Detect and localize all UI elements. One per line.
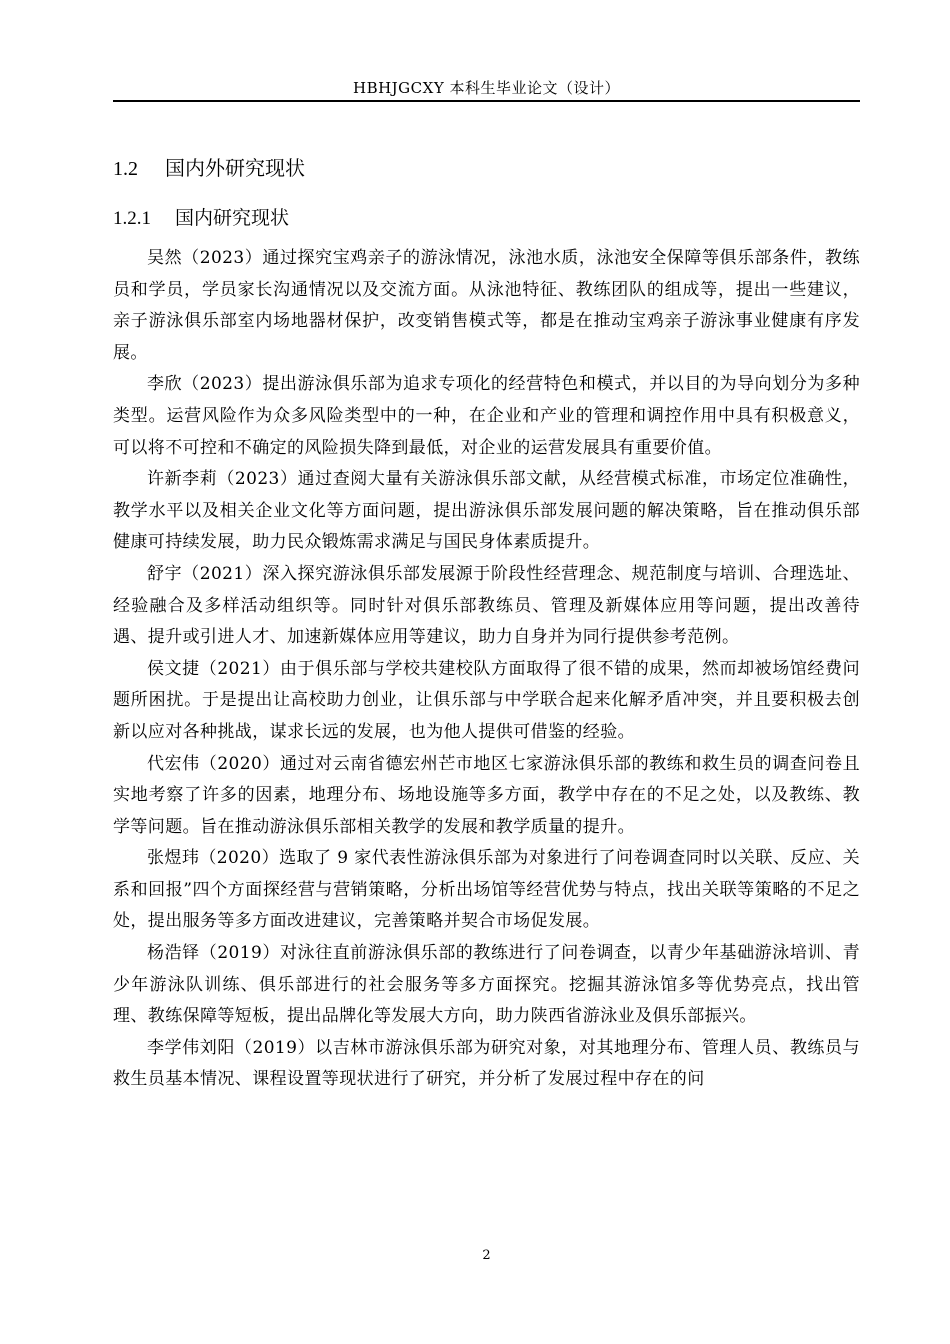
page-number: 2 (482, 1248, 491, 1263)
paragraph: 杨浩铎（2019）对泳往直前游泳俱乐部的教练进行了问卷调查，以青少年基础游泳培训、青少年游泳队训练、俱乐部进行的社会服务等多方面探究。挖掘其游泳馆多等优势亮点，找出管理、教练保障等短板，提出品牌化等发展大方向，助力陕西省游泳业及俱乐部振兴。 (113, 943, 860, 1027)
paragraph: 张煜玮（2020）选取了 9 家代表性游泳俱乐部为对象进行了问卷调查同时以关联、反应、关系和回报”四个方面探经营与营销策略，分析出场馆等经营优势与特点，找出关联等策略的不足之处，提出服务等多方面改进建议，完善策略并契合市场促发展。 (113, 848, 860, 932)
paragraph: 吴然（2023）通过探究宝鸡亲子的游泳情况，泳池水质，泳池安全保障等俱乐部条件，教练员和学员，学员家长沟通情况以及交流方面。从泳池特征、教练团队的组成等，提出一些建议，亲子游泳俱乐部室内场地器材保护，改变销售模式等，都是在推动宝鸡亲子游泳事业健康有序发展。 (113, 248, 860, 363)
subsection-heading (113, 206, 289, 231)
subsection-number: 1.2.1 (113, 208, 151, 229)
paragraph: 许新李莉（2023）通过查阅大量有关游泳俱乐部文献，从经营模式标准，市场定位准确性，教学水平以及相关企业文化等方面问题，提出游泳俱乐部发展问题的解决策略，旨在推动俱乐部健康可持续发展，助力民众锻炼需求满足与国民身体素质提升。 (113, 469, 860, 553)
paragraph: 侯文捷（2021）由于俱乐部与学校共建校队方面取得了很不错的成果，然而却被场馆经费问题所困扰。于是提出让高校助力创业，让俱乐部与中学联合起来化解矛盾冲突，并且要积极去创新以应对各种挑战，谋求长远的发展，也为他人提供可借鉴的经验。 (113, 658, 860, 742)
paragraph: 舒宇（2021）深入探究游泳俱乐部发展源于阶段性经营理念、规范制度与培训、合理选址、经验融合及多样活动组织等。同时针对俱乐部教练员、管理及新媒体应用等问题，提出改善待遇、提升或引进人才、加速新媒体应用等建议，助力自身并为同行提供参考范例。 (113, 563, 860, 648)
section-title: 国内外研究现状 (165, 156, 305, 180)
section-number: 1.2 (113, 158, 138, 180)
subsection-title: 国内研究现状 (175, 207, 290, 229)
header-rule (113, 100, 860, 102)
paragraph: 李欣（2023）提出游泳俱乐部为追求专项化的经营特色和模式，并以目的为导向划分为多种类型。运营风险作为众多风险类型中的一种，在企业和产业的管理和调控作用中具有积极意义，可以将不可控和不确定的风险损失降到最低，对企业的运营发展具有重要价值。 (113, 374, 860, 458)
body-text (113, 243, 860, 1096)
paragraph: 李学伟刘阳（2019）以吉林市游泳俱乐部为研究对象，对其地理分布、管理人员、教练员与救生员基本情况、课程设置等现状进行了研究，并分析了发展过程中存在的问 (113, 1037, 860, 1090)
paragraph: 代宏伟（2020）通过对云南省德宏州芒市地区七家游泳俱乐部的教练和救生员的调查问卷且实地考察了许多的因素，地理分布、场地设施等多方面，教学中存在的不足之处，以及教练、教学等问题。旨在推动游泳俱乐部相关教学的发展和教学质量的提升。 (113, 753, 860, 837)
running-header: HBHJGCXY 本科生毕业论文（设计） (352, 79, 620, 97)
section-heading (113, 156, 305, 181)
